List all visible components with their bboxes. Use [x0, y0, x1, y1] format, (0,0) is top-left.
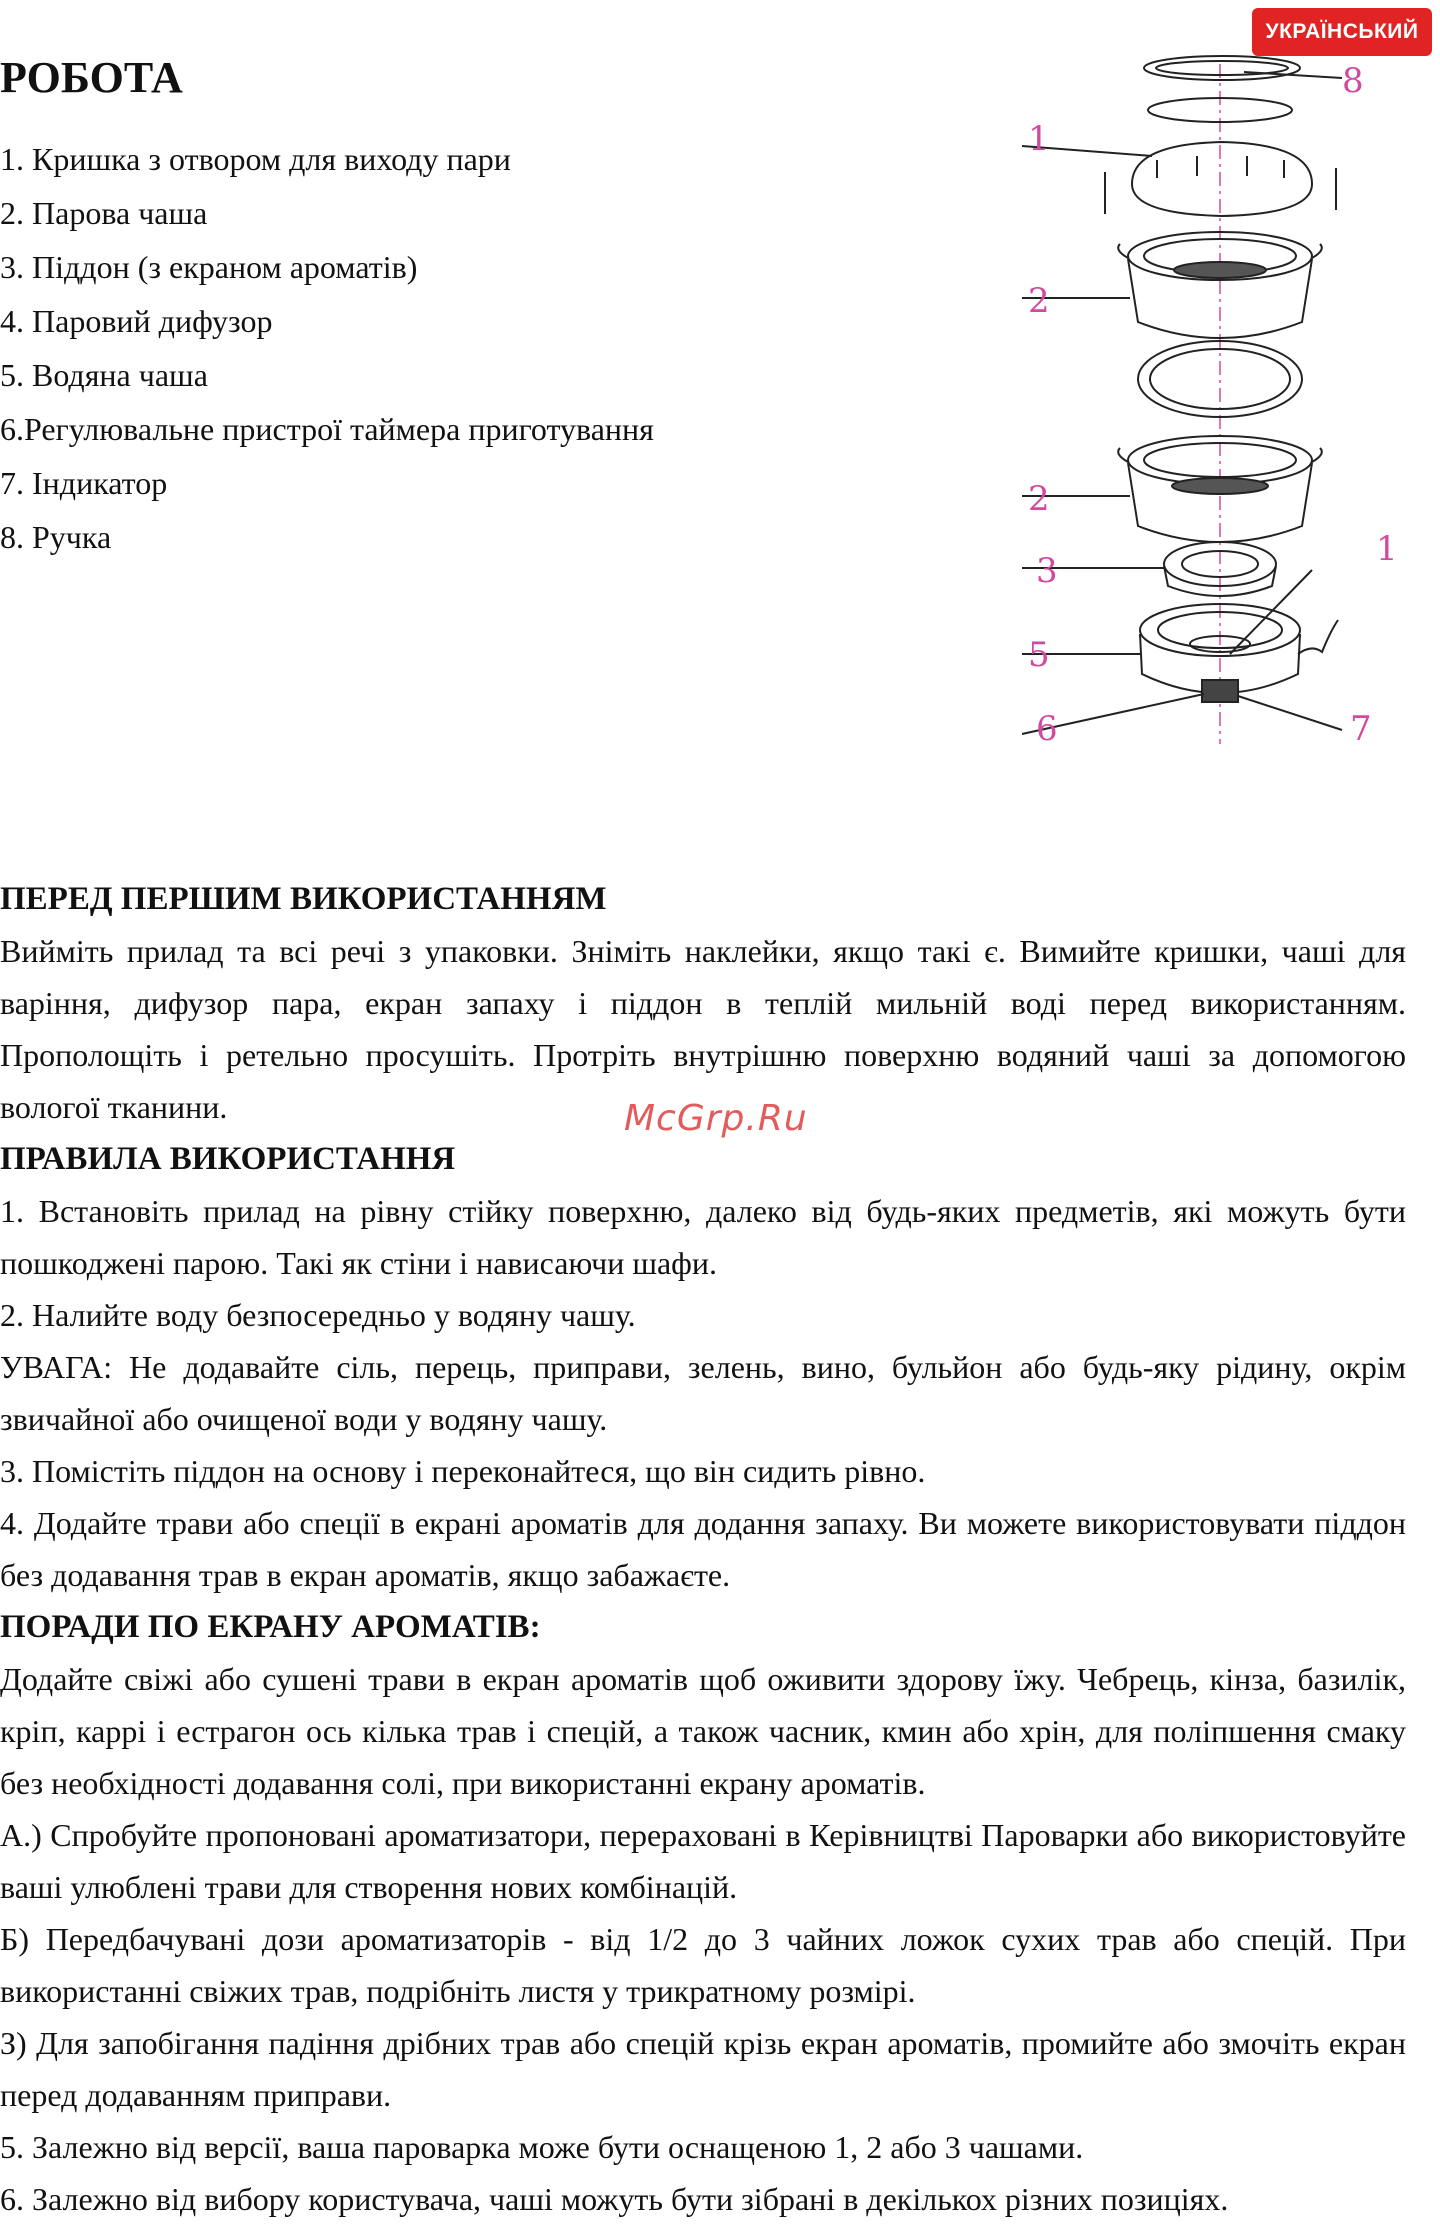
diagram-label: 1 — [1028, 119, 1050, 159]
paragraph: 3. Помістіть піддон на основу і переконайтеся, що він сидить рівно. — [0, 1453, 926, 1489]
paragraph: 1. Встановіть прилад на рівну стійку поверхню, далеко від будь-яких предметів, які можуть бути пошкоджені парою. Такі як стіни і нависаючи шафи. — [0, 1193, 1406, 1281]
diagram-label: 6 — [1036, 709, 1058, 749]
paragraph: Додайте свіжі або сушені трави в екран ароматів щоб оживити здорову їжу. Чебрець, кінза, базилік, кріп, каррі і естрагон ось кілька трав і спецій, а також часник, кмин або хрін, для поліпшення смаку без необхідності додавання солі, при використанні екрану ароматів. — [0, 1661, 1406, 1801]
part-item: 7. Індикатор — [0, 465, 168, 501]
paragraph: Вийміть прилад та всі речі з упаковки. Зніміть наклейки, якщо такі є. Вимийте кришки, чаші для варіння, дифузор пара, екран запаху і піддон в теплій мильній воді перед використанням. Прополощіть і ретельно просушіть. Протріть внутрішню поверхню водяний чаші за допомогою вологої тканини. — [0, 933, 1406, 1125]
section-heading: ПОРАДИ ПО ЕКРАНУ АРОМАТІВ: — [0, 1609, 541, 1645]
section-heading: ПЕРЕД ПЕРШИМ ВИКОРИСТАННЯМ — [0, 881, 607, 917]
paragraph: Б) Передбачувані дози ароматизаторів - від 1/2 до 3 чайних ложок сухих трав або спецій. При використанні свіжих трав, подрібніть листя у трикратному розмірі. — [0, 1921, 1406, 2009]
paragraph: УВАГА: Не додавайте сіль, перець, приправи, зелень, вино, бульйон або будь-яку рідину, окрім звичайної або очищеної води у водяну чашу. — [0, 1349, 1406, 1437]
part-item: 4. Паровий дифузор — [0, 303, 273, 339]
lid-ring — [1144, 56, 1300, 80]
part-item: 5. Водяна чаша — [0, 357, 208, 393]
diagram-label: 3 — [1036, 551, 1058, 591]
part-item: 6.Регулювальне пристрої таймера приготування — [0, 411, 654, 447]
paragraph: 5. Залежно від версії, ваша пароварка може бути оснащеною 1, 2 або 3 чашами. — [0, 2129, 1084, 2165]
diagram-label: 5 — [1028, 635, 1050, 675]
part-item: 3. Піддон (з екраном ароматів) — [0, 249, 418, 285]
diagram-label: 1 — [1376, 529, 1398, 569]
diagram-label: 8 — [1342, 61, 1364, 101]
steamer-exploded-diagram — [1012, 54, 1422, 754]
timer-control — [1202, 680, 1238, 702]
page-title: РОБОТА — [0, 53, 183, 102]
paragraph: 6. Залежно від вибору користувача, чаші можуть бути зібрані в декількох різних позиціях. — [0, 2181, 1229, 2217]
paragraph: 4. Додайте трави або спеції в екрані ароматів для додання запаху. Ви можете використовувати піддон без додавання трав в екран ароматів, якщо забажаєте. — [0, 1505, 1406, 1593]
part-item: 8. Ручка — [0, 519, 112, 555]
part-item: 1. Кришка з отвором для виходу пари — [0, 141, 511, 177]
section-heading: ПРАВИЛА ВИКОРИСТАННЯ — [0, 1141, 456, 1177]
lid — [1132, 142, 1312, 216]
instructions-content — [0, 873, 1406, 2225]
diagram-label: 2 — [1028, 479, 1050, 519]
parts-list — [0, 132, 654, 564]
watermark: McGrp.Ru — [624, 1098, 808, 1139]
language-badge: УКРАЇНСЬКИЙ — [1252, 8, 1432, 56]
diagram-label: 7 — [1350, 709, 1372, 749]
diagram-label: 2 — [1028, 281, 1050, 321]
paragraph: З) Для запобігання падіння дрібних трав або спецій крізь екран ароматів, промийте або змочіть екран перед додаванням приправи. — [0, 2025, 1406, 2113]
paragraph: А.) Спробуйте пропоновані ароматизатори, перераховані в Керівництві Пароварки або використовуйте ваші улюблені трави для створення нових комбінацій. — [0, 1817, 1406, 1905]
paragraph: 2. Налийте воду безпосередньо у водяну чашу. — [0, 1297, 636, 1333]
part-item: 2. Парова чаша — [0, 195, 208, 231]
steam-diffuser — [1138, 341, 1302, 417]
